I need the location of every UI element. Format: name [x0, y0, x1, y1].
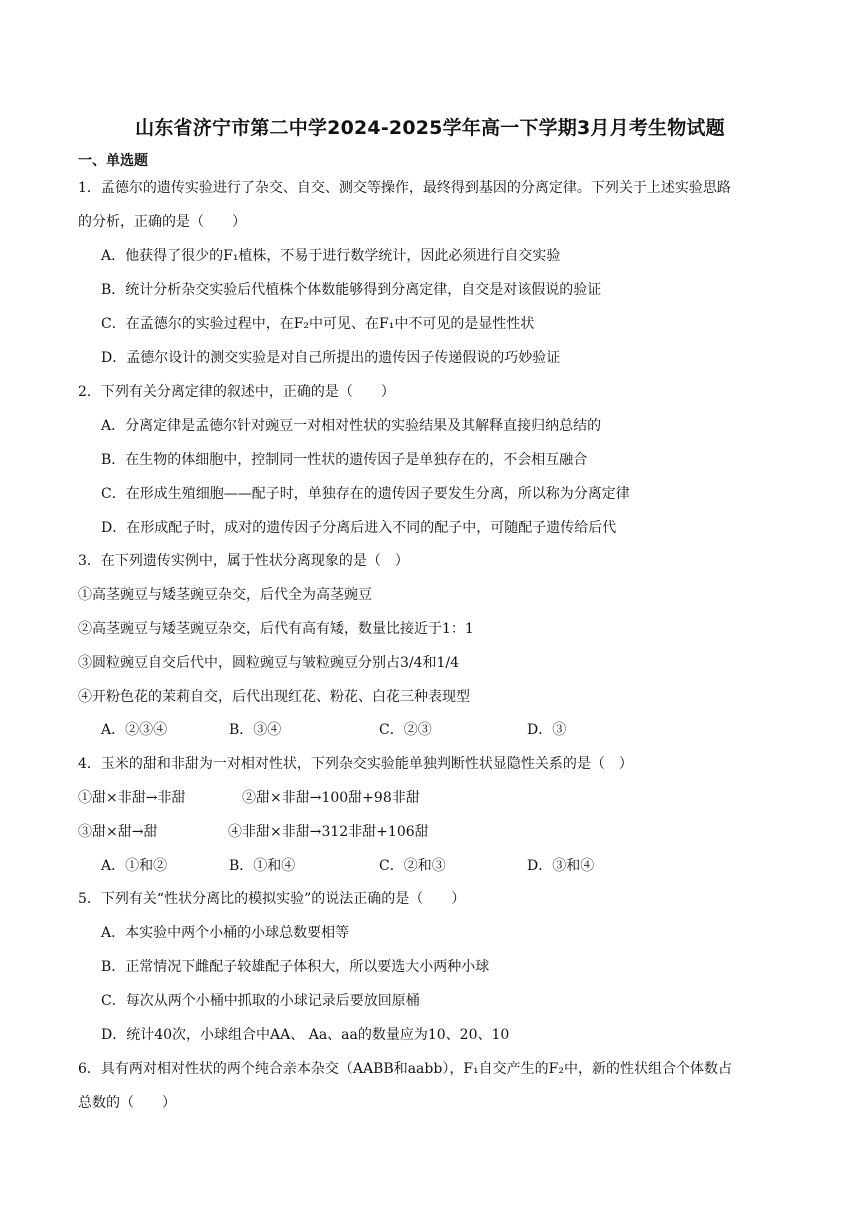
question-3-statement-2: ②高茎豌豆与矮茎豌豆杂交，后代有高有矮，数量比接近于1：1 — [78, 621, 474, 637]
question-3-statement-3: ③圆粒豌豆自交后代中，圆粒豌豆与皱粒豌豆分别占3/4和1/4 — [78, 655, 460, 671]
question-4-statement-4: ④非甜×非甜→312非甜+106甜 — [228, 824, 429, 840]
question-3-stem: 3．在下列遗传实例中，属于性状分离现象的是（ ） — [78, 553, 409, 569]
question-3-option-b: B．③④ — [229, 722, 282, 738]
question-3-option-c: C．②③ — [379, 722, 432, 738]
question-3-statement-4: ④开粉色花的茉莉自交，后代出现红花、粉花、白花三种表现型 — [78, 689, 470, 705]
question-5-option-a: A．本实验中两个小桶的小球总数要相等 — [101, 925, 350, 941]
question-4-option-a: A．①和② — [101, 858, 168, 874]
question-1-option-d: D．孟德尔设计的测交实验是对自己所提出的遗传因子传递假说的巧妙验证 — [101, 350, 561, 366]
question-2-option-b: B．在生物的体细胞中，控制同一性状的遗传因子是单独存在的，不会相互融合 — [101, 452, 588, 468]
question-4-statement-1: ①甜×非甜→非甜 — [78, 790, 186, 806]
question-2-stem: 2．下列有关分离定律的叙述中，正确的是（ ） — [78, 384, 395, 400]
question-4-option-c: C．②和③ — [379, 858, 446, 874]
question-1-stem-line-1: 1．孟德尔的遗传实验进行了杂交、自交、测交等操作，最终得到基因的分离定律。下列关于上述实验思路 — [78, 180, 731, 196]
question-4-statement-2: ②甜×非甜→100甜+98非甜 — [242, 790, 420, 806]
question-5-option-b: B．正常情况下雌配子较雄配子体积大，所以要选大小两种小球 — [101, 959, 490, 975]
question-5-stem: 5．下列有关“性状分离比的模拟实验”的说法正确的是（ ） — [78, 891, 466, 907]
question-2-option-d: D．在形成配子时，成对的遗传因子分离后进入不同的配子中，可随配子遗传给后代 — [101, 520, 617, 536]
question-5-option-d: D．统计40次，小球组合中AA、 Aa、aa的数量应为10、20、10 — [101, 1027, 510, 1043]
question-4-option-b: B．①和④ — [229, 858, 296, 874]
question-3-statement-1: ①高茎豌豆与矮茎豌豆杂交，后代全为高茎豌豆 — [78, 587, 372, 603]
question-6-stem-line-1: 6．具有两对相对性状的两个纯合亲本杂交（AABB和aabb），F₁自交产生的F₂中，新的性状组合个体数占 — [78, 1061, 732, 1077]
question-1-option-c: C．在孟德尔的实验过程中，在F₂中可见、在F₁中不可见的是显性性状 — [101, 316, 535, 332]
question-1-option-b: B．统计分析杂交实验后代植株个体数能够得到分离定律，自交是对该假说的验证 — [101, 282, 602, 298]
question-1-stem-line-2: 的分析，正确的是（ ） — [78, 214, 246, 230]
question-3-option-a: A．②③④ — [101, 722, 168, 738]
question-5-option-c: C．每次从两个小桶中抓取的小球记录后要放回原桶 — [101, 993, 420, 1009]
question-6-stem-line-2: 总数的（ ） — [78, 1095, 176, 1111]
question-4-statement-3: ③甜×甜→甜 — [78, 824, 158, 840]
question-3-option-d: D．③ — [527, 722, 567, 738]
question-2-option-a: A．分离定律是孟德尔针对豌豆一对相对性状的实验结果及其解释直接归纳总结的 — [101, 418, 602, 434]
question-4-stem: 4．玉米的甜和非甜为一对相对性状，下列杂交实验能单独判断性状显隐性关系的是（ ） — [78, 756, 633, 772]
question-1-option-a: A．他获得了很少的F₁植株，不易于进行数学统计，因此必须进行自交实验 — [101, 248, 561, 264]
page-title: 山东省济宁市第二中学2024-2025学年高一下学期3月月考生物试题 — [135, 117, 725, 139]
question-4-option-d: D．③和④ — [527, 858, 595, 874]
section-heading: 一、单选题 — [78, 153, 148, 169]
question-2-option-c: C．在形成生殖细胞——配子时，单独存在的遗传因子要发生分离，所以称为分离定律 — [101, 486, 630, 502]
